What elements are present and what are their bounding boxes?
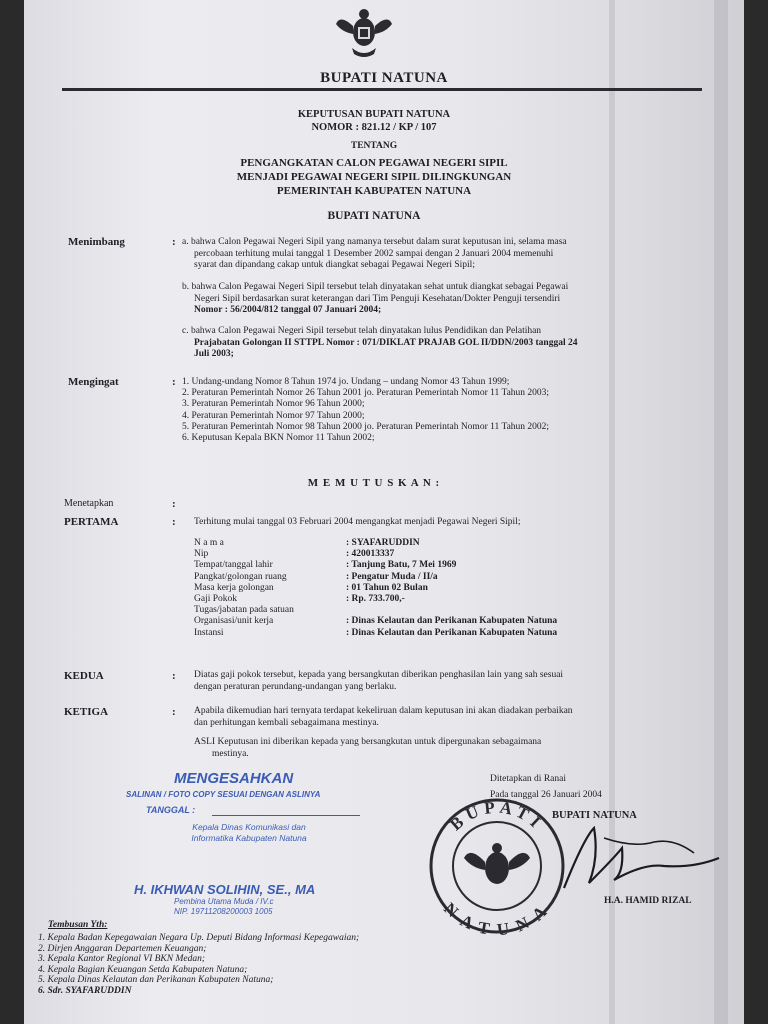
decree-number: NOMOR : 821.12 / KP / 107 [311, 122, 437, 133]
sign-place: Ditetapkan di Ranai [490, 774, 566, 784]
legalization-nip: NIP. 19711208200003 1005 [174, 907, 273, 916]
colon: : [172, 376, 176, 388]
legalization-sub: SALINAN / FOTO COPY SESUAI DENGAN ASLINYA [126, 790, 321, 799]
list-item: 1. Kepala Badan Kepegawaian Negara Up. Deputi Bidang Informasi Kepegawaian; [38, 933, 360, 943]
tembusan-label: Tembusan Yth: [48, 920, 108, 930]
menimbang-label: Menimbang [68, 236, 125, 248]
detail-row: Masa kerja golongan : 01 Tahun 02 Bulan [194, 582, 428, 593]
detail-row: Tugas/jabatan pada satuan [194, 605, 294, 616]
legalization-heading: MENGESAHKAN [174, 770, 294, 787]
list-item: 5. Peraturan Pemerintah Nomor 98 Tahun 2000 jo. Peraturan Pemerintah Nomor 11 Tahun 2002; [182, 421, 550, 432]
list-item: 5. Kepala Dinas Kelautan dan Perikanan Kabupaten Natuna; [38, 975, 274, 985]
header-rule [62, 88, 702, 91]
detail-row: Pangkat/golongan ruang : Pengatur Muda / II/a [194, 571, 438, 582]
colon: : [172, 516, 176, 528]
detail-row: Organisasi/unit kerja : Dinas Kelautan dan Perikanan Kabupaten Natuna [194, 616, 558, 627]
handwritten-signature-icon [544, 818, 724, 898]
mengingat-label: Mengingat [68, 376, 119, 388]
list-item: 3. Peraturan Pemerintah Nomor 96 Tahun 2000; [182, 399, 365, 410]
list-item: 3. Kepala Kantor Regional VI BKN Medan; [38, 954, 206, 964]
employee-details [194, 538, 724, 639]
svg-text:NATUNA: NATUNA [440, 898, 554, 936]
legalization-office: Kepala Dinas Komunikasi dan Informatika Kabupaten Natuna [191, 822, 307, 843]
detail-row: Nip : 420013337 [194, 549, 395, 560]
kedua-text: Diatas gaji pokok tersebut, kepada yang bersangkutan diberikan penghasilan lain yang sah sesuai dengan peraturan perundang-undangan yang berlaku. [194, 670, 564, 692]
colon: : [172, 498, 176, 510]
letterhead-title: BUPATI NATUNA [320, 70, 448, 86]
colon: : [172, 670, 176, 682]
ketiga-label: KETIGA [64, 706, 109, 718]
detail-row: Instansi : Dinas Kelautan dan Perikanan Kabupaten Natuna [194, 627, 558, 638]
date-line [212, 815, 360, 816]
decree-about: TENTANG [350, 141, 398, 151]
list-item: 4. Peraturan Pemerintah Nomor 97 Tahun 2000; [182, 410, 365, 421]
legalization-date: TANGGAL : [146, 805, 196, 815]
pertama-text: Terhitung mulai tanggal 03 Februari 2004 mengangkat menjadi Pegawai Negeri Sipil; [194, 517, 521, 527]
authority-title: BUPATI NATUNA [327, 210, 421, 222]
decree-subject-2: MENJADI PEGAWAI NEGERI SIPIL DILINGKUNGAN [236, 171, 512, 183]
colon: : [172, 236, 176, 248]
sign-name: H.A. HAMID RIZAL [604, 896, 692, 906]
decree-subject-1: PENGANGKATAN CALON PEGAWAI NEGERI SIPIL [240, 157, 508, 169]
list-item: 1. Undang-undang Nomor 8 Tahun 1974 jo. Undang – undang Nomor 43 Tahun 1999; [182, 377, 510, 387]
memutuskan-heading: M E M U T U S K A N : [307, 477, 441, 489]
svg-text:BUPATI: BUPATI [446, 797, 548, 835]
legalization-name: H. IKHWAN SOLIHIN, SE., MA [134, 882, 316, 897]
menimbang-b: b. bahwa Calon Pegawai Negeri Sipil tersebut telah dinyatakan sehat untuk diangkat sebagai Pegawai Negeri Sipil berdasarkan surat keterangan dari Tim Penguji Kesehatan/Dokter Penguji tersendiri Nomor : 56/2004/812 tanggal 07 Januari 2004; [182, 282, 569, 315]
tembusan-list [38, 933, 598, 996]
legalization-rank: Pembina Utama Muda / IV.c [174, 897, 274, 906]
pertama-label: PERTAMA [64, 516, 119, 528]
list-item: 6. Keputusan Kepala BKN Nomor 11 Tahun 2002; [182, 433, 375, 444]
kedua-label: KEDUA [64, 670, 104, 682]
ketiga-text: Apabila dikemudian hari ternyata terdapat kekeliruan dalam keputusan ini akan diadakan perbaikan dan perhitungan kembali sebagaimana mestinya. [194, 706, 573, 728]
decree-document [24, 0, 744, 1024]
decree-subject-3: PEMERINTAH KABUPATEN NATUNA [276, 185, 472, 197]
decree-title: KEPUTUSAN BUPATI NATUNA [297, 109, 451, 120]
menimbang-a: a. bahwa Calon Pegawai Negeri Sipil yang namanya tersebut dalam surat keputusan ini, selama masa percobaan terhitung mulai tanggal 1 Desember 2002 sampai dengan 2 Januari 2004 memenuhi syarat dan dipandang cakap untuk diangkat sebagai Pegawai Negeri Sipil; [182, 237, 567, 270]
list-item: 6. Sdr. SYAFARUDDIN [38, 985, 132, 996]
garuda-emblem-icon [334, 2, 394, 64]
list-item: 2. Peraturan Pemerintah Nomor 26 Tahun 2001 jo. Peraturan Pemerintah Nomor 11 Tahun 2003; [182, 388, 550, 399]
asli-text: ASLI Keputusan ini diberikan kepada yang bersangkutan untuk dipergunakan sebagaimana mestinya. [194, 737, 542, 759]
detail-row: Gaji Pokok : Rp. 733.700,- [194, 594, 405, 605]
sign-date: Pada tanggal 26 Januari 2004 [490, 790, 602, 800]
detail-row: N a m a : SYAFARUDDIN [194, 538, 420, 548]
colon: : [172, 706, 176, 718]
list-item: 2. Dirjen Anggaran Departemen Keuangan; [38, 943, 207, 954]
mengingat-list [182, 377, 722, 444]
detail-row: Tempat/tanggal lahir : Tanjung Batu, 7 Mei 1969 [194, 560, 457, 571]
list-item: 4. Kepala Bagian Keuangan Setda Kabupaten Natuna; [38, 964, 248, 975]
sign-title: BUPATI NATUNA [552, 810, 637, 821]
menetapkan-label: Menetapkan [64, 498, 114, 509]
menimbang-c: c. bahwa Calon Pegawai Negeri Sipil tersebut telah dinyatakan lulus Pendidikan dan Pelatihan Prajabatan Golongan II STTPL Nomor : 071/DIKLAT PRAJAB GOL II/DDN/2003 tanggal 24 Juli 2003; [182, 326, 578, 359]
